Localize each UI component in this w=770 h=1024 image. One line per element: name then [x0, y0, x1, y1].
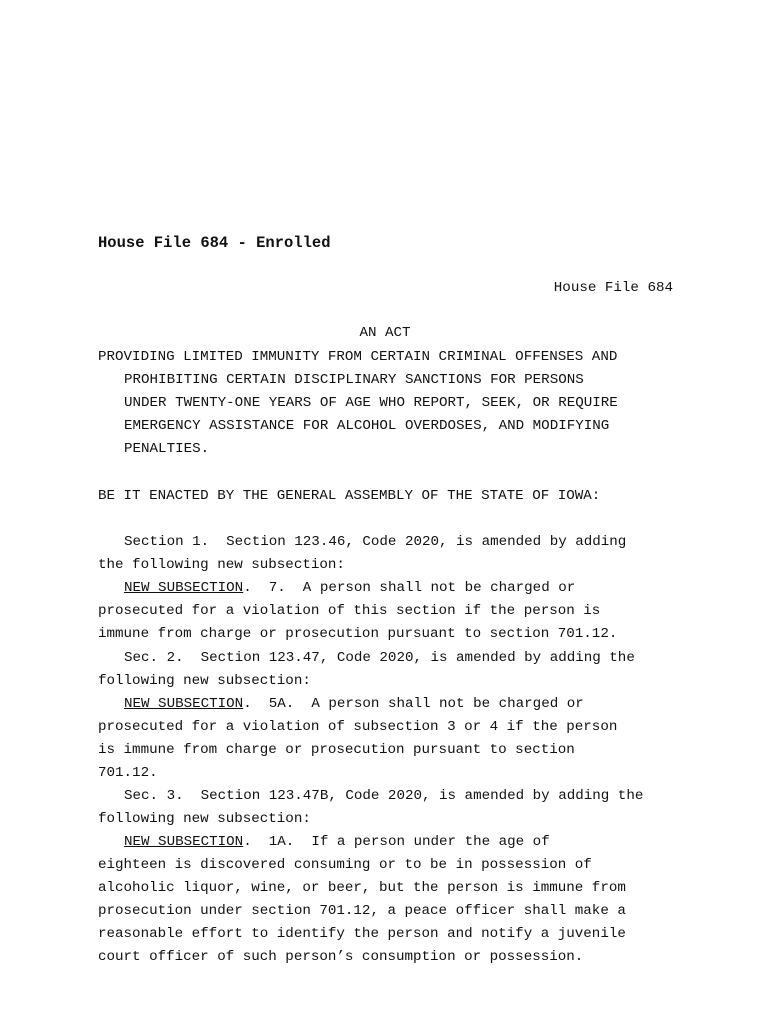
section-1-new-subsection	[124, 577, 575, 600]
section-3-line: alcoholic liquor, wine, or beer, but the person is immune from	[98, 880, 626, 896]
section-3-line: eighteen is discovered consuming or to be in possession of	[98, 857, 592, 873]
section-2-new-subsection	[124, 693, 584, 716]
section-1-line: immune from charge or prosecution pursuant to section 701.12.	[98, 626, 618, 642]
section-2-line: prosecuted for a violation of subsection 3 or 4 if the person	[98, 719, 618, 735]
act-title-line: EMERGENCY ASSISTANCE FOR ALCOHOL OVERDOSES, AND MODIFYING	[124, 418, 610, 434]
section-3-line: court officer of such person’s consumption or possession.	[98, 949, 584, 965]
section-2-line: Sec. 2. Section 123.47, Code 2020, is amended by adding the	[124, 650, 635, 666]
section-3-subsection-text: . 1A. If a person under the age of	[243, 834, 550, 850]
section-3-line: Sec. 3. Section 123.47B, Code 2020, is amended by adding the	[124, 788, 644, 804]
section-2-line: is immune from charge or prosecution pursuant to section	[98, 742, 575, 758]
document-title: House File 684 - Enrolled	[98, 234, 331, 252]
section-2-subsection-text: . 5A. A person shall not be charged or	[243, 696, 584, 712]
section-2-line: 701.12.	[98, 765, 158, 781]
new-subsection-label: NEW SUBSECTION	[124, 696, 244, 712]
section-2-line: following new subsection:	[98, 673, 311, 689]
act-title-line: PROVIDING LIMITED IMMUNITY FROM CERTAIN CRIMINAL OFFENSES AND	[98, 349, 618, 365]
section-1-subsection-text: . 7. A person shall not be charged or	[243, 580, 576, 596]
section-3-new-subsection	[124, 831, 550, 854]
act-title-line: UNDER TWENTY-ONE YEARS OF AGE WHO REPORT, SEEK, OR REQUIRE	[124, 395, 618, 411]
file-reference: House File 684	[553, 280, 673, 296]
enacting-clause: BE IT ENACTED BY THE GENERAL ASSEMBLY OF THE STATE OF IOWA:	[98, 488, 601, 504]
section-1-line: Section 1. Section 123.46, Code 2020, is amended by adding	[124, 534, 627, 550]
act-title-line: PENALTIES.	[124, 441, 210, 457]
act-heading-text: AN ACT	[359, 325, 411, 341]
section-3-line: reasonable effort to identify the person and notify a juvenile	[98, 926, 626, 942]
act-heading	[0, 322, 770, 345]
section-3-line: prosecution under section 701.12, a peace officer shall make a	[98, 903, 626, 919]
new-subsection-label: NEW SUBSECTION	[124, 580, 244, 596]
section-1-line: prosecuted for a violation of this section if the person is	[98, 603, 601, 619]
section-3-line: following new subsection:	[98, 811, 311, 827]
section-1-line: the following new subsection:	[98, 557, 345, 573]
act-title-line: PROHIBITING CERTAIN DISCIPLINARY SANCTIONS FOR PERSONS	[124, 372, 584, 388]
new-subsection-label: NEW SUBSECTION	[124, 834, 244, 850]
